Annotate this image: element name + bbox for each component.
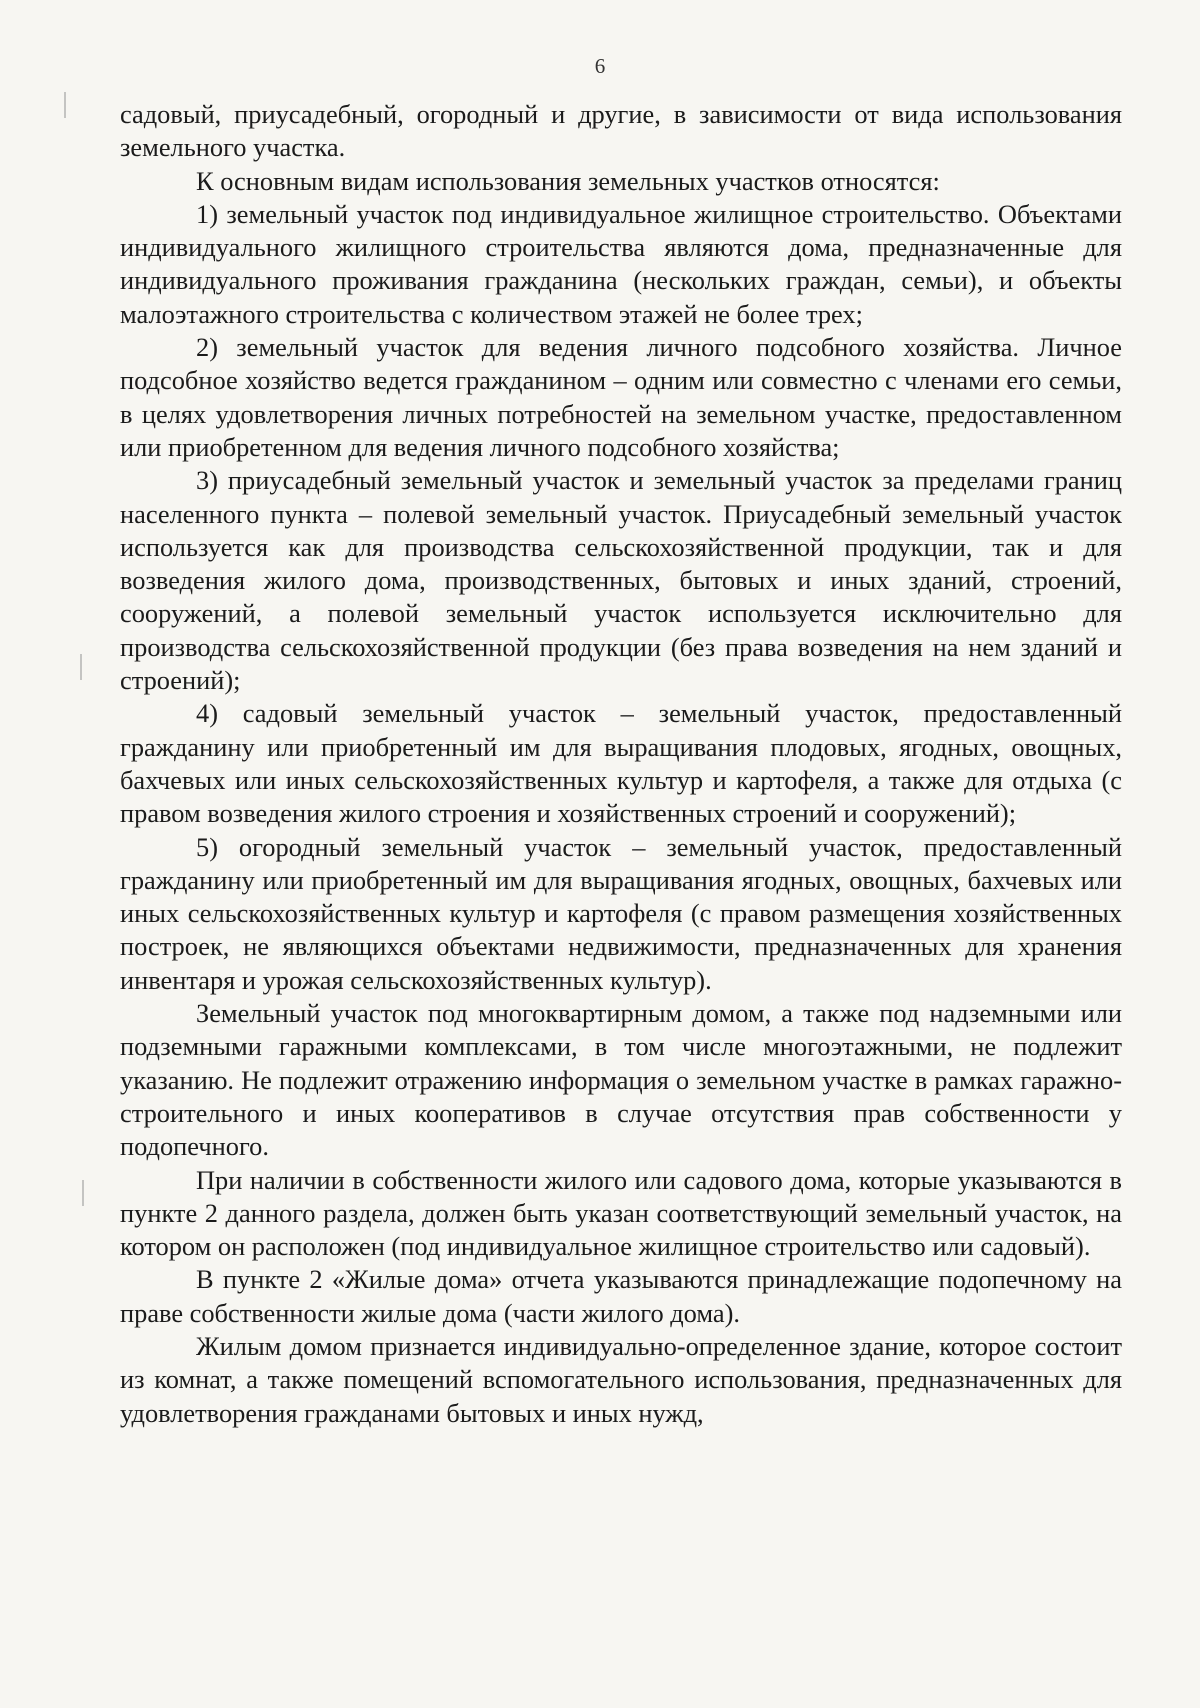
paragraph: При наличии в собственности жилого или садового дома, которые указываются в пункте 2 данного раздела, должен быть указан соответствующий земельный участок, на котором он расположен (под индивидуальное жилищное строительство или садовый). — [120, 1164, 1122, 1262]
list-item-paragraph: 4) садовый земельный участок – земельный участок, предоставленный гражданину или приобретенный им для выращивания плодовых, ягодных, овощных, бахчевых или иных сельскохозяйственных культур и картофеля, а также для отдыха (с правом возведения жилого строения и хозяйственных строений и сооружений); — [120, 698, 1122, 829]
paragraph: Земельный участок под многоквартирным домом, а также под надземными или подземными гаражными комплексами, в том числе многоэтажными, не подлежит указанию. Не подлежит отражению информация о земельном участке в рамках гаражно-строительного и иных кооперативов в случае отсутствия прав собственности у подопечного. — [120, 998, 1122, 1162]
list-item-paragraph: 3) приусадебный земельный участок и земельный участок за пределами границ населенного пункта – полевой земельный участок. Приусадебный земельный участок используется как для производства сельскохозяйственной продукции, так и для возведения жилого дома, производственных, бытовых и иных зданий, строений, сооружений, а полевой земельный участок используется исключительно для производства сельскохозяйственной продукции (без права возведения на нем зданий и строений); — [120, 465, 1122, 696]
list-item-paragraph: 5) огородный земельный участок – земельный участок, предоставленный гражданину или приобретенный им для выращивания ягодных, овощных, бахчевых или иных сельскохозяйственных культур и картофеля (с правом размещения хозяйственных построек, не являющихся объектами недвижимости, предназначенных для хранения инвентаря и урожая сельскохозяйственных культур). — [120, 831, 1122, 995]
paragraph: Жилым домом признается индивидуально-определенное здание, которое состоит из комнат, а также помещений вспомогательного использования, предназначенных для удовлетворения гражданами бытовых и иных нужд, — [120, 1330, 1122, 1428]
list-item-paragraph: 2) земельный участок для ведения личного подсобного хозяйства. Личное подсобное хозяйство ведется гражданином – одним или совместно с членами его семьи, в целях удовлетворения личных потребностей на земельном участке, предоставленном или приобретенном для ведения личного подсобного хозяйства; — [120, 332, 1122, 462]
scan-artifact-mark — [80, 654, 82, 680]
document-body — [120, 98, 1122, 1430]
paragraph: садовый, приусадебный, огородный и другие, в зависимости от вида использования земельного участка. — [120, 99, 1122, 163]
paragraph: В пункте 2 «Жилые дома» отчета указываются принадлежащие подопечному на праве собственности жилые дома (части жилого дома). — [120, 1264, 1122, 1328]
page-number: 6 — [594, 54, 606, 78]
paragraph: К основным видам использования земельных участков относятся: — [196, 165, 940, 196]
scan-artifact-mark — [64, 92, 66, 118]
scan-artifact-mark — [82, 1180, 84, 1206]
list-item-paragraph: 1) земельный участок под индивидуальное жилищное строительство. Объектами индивидуального жилищного строительства являются дома, предназначенные для индивидуального проживания гражданина (нескольких граждан, семьи), и объекты малоэтажного строительства с количеством этажей не более трех; — [120, 198, 1122, 329]
